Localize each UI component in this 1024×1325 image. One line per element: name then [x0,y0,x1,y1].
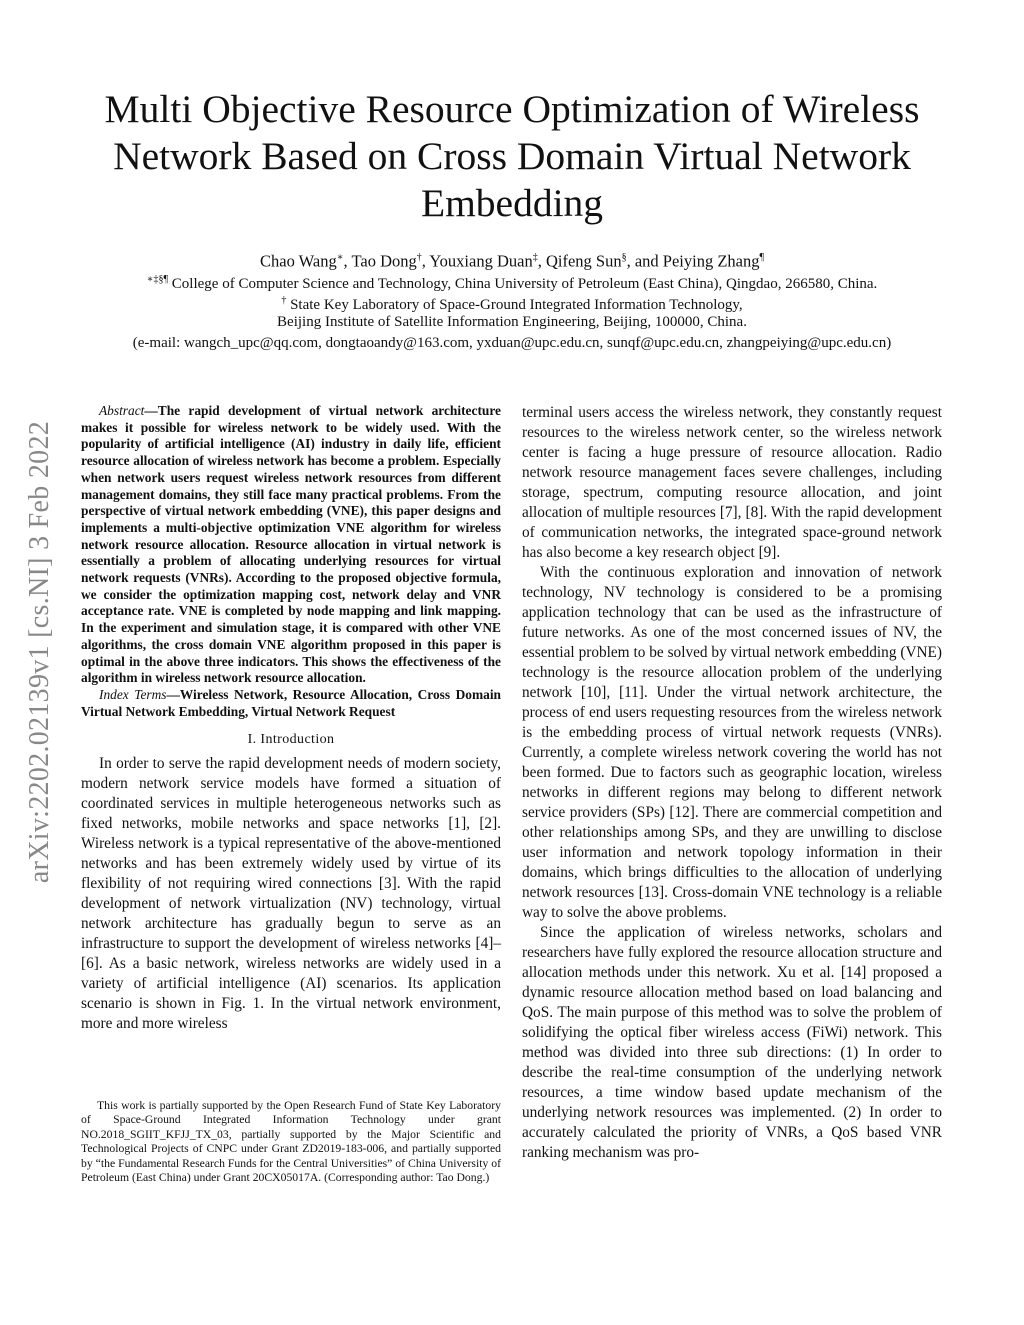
author-mark: † [416,252,422,263]
body-paragraph: Since the application of wireless networks, scholars and researchers have fully explored the resource allocation structure and allocation methods under this network. Xu et al. [14] proposed a dynamic resource allocation method based on load balancing and QoS. The main purpose of this method was to solve the problem of solidifying the optical fiber wireless access (FiWi) network. This method was divided into three sub directions: (1) In order to describe the real-time consumption of the underlying network resources, a time window based update mechanism of the underlying network resources was implemented. (2) In order to accurately calculated the priority of VNRs, a QoS based VNR ranking mechanism was pro- [522,924,942,1161]
arxiv-identifier: arXiv:2202.02139v1 [cs.NI] 3 Feb 2022 [24,420,55,884]
affiliation-text: State Key Laboratory of Space-Ground Integrated Information Technology, [286,297,743,313]
section-heading: I. Introduction [247,732,335,748]
affiliation-marks: ∗‡§¶ [146,274,169,285]
author-name: , Youxiang Duan [421,251,533,271]
funding-footnote: This work is partially supported by the Open Research Fund of State Key Laboratory of Space-Ground Integrated Information Technology under grant NO.2018_SGIIT_KFJJ_TX_03, partially supported by the Major Scientific and Technological Projects of CNPC under Grant ZD2019-183-006, and partially supported by “the Fundamental Research Funds for the Central Universities” of China University of Petroleum (East China) under Grant 20CX05017A. (Corresponding author: Tao Dong.) [81,1099,501,1185]
author-list [62,247,962,272]
author-mark: ‡ [532,252,538,263]
abstract [81,403,501,687]
email-line: (e-mail: wangch_upc@qq.com, dongtaoandy@163.com, yxduan@upc.edu.cn, sunqf@upc.edu.cn, zhangpeiying@upc.edu.cn) [132,335,892,351]
index-terms-text: —Wireless Network, Resource Allocation, Cross Domain Virtual Network Embedding, Virtual Network Request [81,686,501,719]
paper-title: Multi Objective Resource Optimization of Wireless Network Based on Cross Domain Virtual Network Embedding [104,87,920,225]
author-mark: ∗ [336,252,344,263]
author-name: , and Peiying Zhang [626,251,760,271]
author-name: , Qifeng Sun [537,251,622,271]
author-mark: § [621,252,627,263]
author-name: , Tao Dong [343,251,417,271]
index-terms-label: Index Terms [99,686,167,702]
arxiv-side-stamp [12,372,68,932]
author-mark: ¶ [759,252,765,263]
affiliation-text: College of Computer Science and Technology, China University of Petroleum (East China), Qingdao, 266580, China. [168,276,878,292]
abstract-label: Abstract [99,403,145,418]
author-name: Chao Wang [259,251,337,271]
right-column [522,403,942,1163]
abstract-text: —The rapid development of virtual network architecture makes it possible for wireless network to be widely used. With the popularity of artificial intelligence (AI) industry in daily life, efficient resource allocation of wireless network has become a problem. Especially when network users request wireless network resources from different management domains, they still face many practical problems. From the perspective of virtual network embedding (VNE), this paper designs and implements a multi-objective optimization VNE algorithm for wireless network resource allocation. Resource allocation in virtual network is essentially a problem of allocating underlying resources for virtual network requests (VNRs). According to the proposed objective formula, we consider the optimization mapping cost, network delay and VNR acceptance rate. VNE is completed by node mapping and link mapping. In the experiment and simulation stage, it is compared with other VNE algorithms, the cross domain VNE algorithm proposed in this paper is optimal in the above three indicators. This shows the effectiveness of the algorithm in wireless network resource allocation. [81,403,501,686]
body-paragraph: In order to serve the rapid development needs of modern society, modern network service models have formed a situation of coordinated services in multiple heterogeneous networks such as fixed networks, mobile networks and space networks [1], [2]. Wireless network is a typical representative of the above-mentioned networks and has been extremely widely used by virtue of its flexibility of not requiring wired connections [3]. With the rapid development of network virtualization (NV) technology, virtual network architecture has gradually begun to serve as an infrastructure to support the development of wireless networks [4]–[6]. As a basic network, wireless networks are widely used in a variety of artificial intelligence (AI) scenarios. Its application scenario is shown in Fig. 1. In the virtual network environment, more and more wireless [81,755,501,1033]
affiliation-line: Beijing Institute of Satellite Information Engineering, Beijing, 100000, China. [277,314,747,330]
index-terms [81,687,501,720]
affiliation-marks: † [281,295,287,306]
left-column [81,403,501,1034]
body-paragraph: With the continuous exploration and innovation of network technology, NV technology is considered to be a promising application technology that can be used as the infrastructure of future networks. As one of the most concerned issues of NV, the essential problem to be solved by virtual network embedding (VNE) technology is the resource allocation problem of the underlying network [10], [11]. Under the virtual network architecture, the process of end users requesting resources from the wireless network is the embedding process of virtual network requests (VNRs). Currently, a complete wireless network covering the world has not been formed. Due to factors such as geographic location, wireless networks in different regions may belong to different network service providers (SPs) [12]. There are commercial competition and other relationships among SPs, and they are unwilling to disclose user information and network topology information in their domains, which brings difficulties to the allocation of underlying network resources [13]. Cross-domain VNE technology is a reliable way to solve the above problems. [522,564,942,921]
body-paragraph: terminal users access the wireless network, they constantly request resources to the wireless network center, so the wireless network center is facing a huge pressure of resource allocation. Radio network resource management faces severe challenges, including storage, spectrum, computing resource allocation, and joint allocation of multiple resources [7], [8]. With the rapid development of communication networks, the integrated space-ground network has also become a key research object [9]. [522,404,942,561]
